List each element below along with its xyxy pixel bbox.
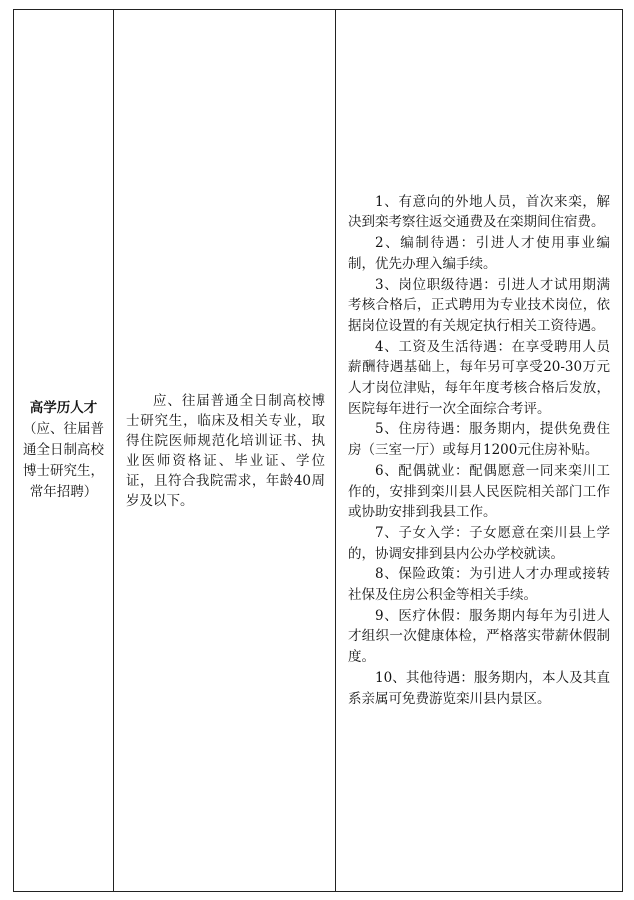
benefits-cell [336,10,622,891]
benefit-item: 5、住房待遇：服务期内，提供免费住房（三室一厅）或每月1200元住房补贴。 [348,421,610,459]
benefit-item: 7、子女入学：子女愿意在栾川县上学的，协调安排到县内公办学校就读。 [348,524,610,562]
requirements-text: 应、往届普通全日制高校博士研究生，临床及相关专业，取得住院医师规范化培训证书、执业医师资格证、毕业证、学位证，且符合我院需求，年龄40周岁及以下。 [126,392,325,509]
benefit-item: 9、医疗休假：服务期内每年为引进人才组织一次健康体检，严格落实带薪休假制度。 [348,607,610,666]
benefit-item: 6、配偶就业：配偶愿意一同来栾川工作的，安排到栾川县人民医院相关部门工作或协助安排到我县工作。 [348,462,610,521]
benefit-item: 3、岗位职级待遇：引进人才试用期满考核合格后，正式聘用为专业技术岗位，依据岗位设置的有关规定执行相关工资待遇。 [348,276,610,334]
talent-table [13,9,623,892]
requirements-cell [114,10,336,891]
benefit-item: 1、有意向的外地人员，首次来栾，解决到栾考察往返交通费及在栾期间住宿费。 [348,193,610,231]
benefit-item: 8、保险政策：为引进人才办理或接转社保及住房公积金等相关手续。 [348,566,610,604]
category-title: 高学历人才 [29,400,98,416]
benefit-item: 2、编制待遇：引进人才使用事业编制，优先办理入编手续。 [348,235,610,272]
category-cell [14,10,114,891]
category-note: （应、往届普通全日制高校博士研究生，常年招聘） [23,421,104,500]
benefit-item: 10、其他待遇：服务期内，本人及其直系亲属可免费游览栾川县内景区。 [348,669,610,707]
benefit-item: 4、工资及生活待遇：在享受聘用人员薪酬待遇基础上，每年另可享受20-30万元人才岗位津贴，每年年度考核合格后发放，医院每年进行一次全面综合考评。 [348,338,610,417]
